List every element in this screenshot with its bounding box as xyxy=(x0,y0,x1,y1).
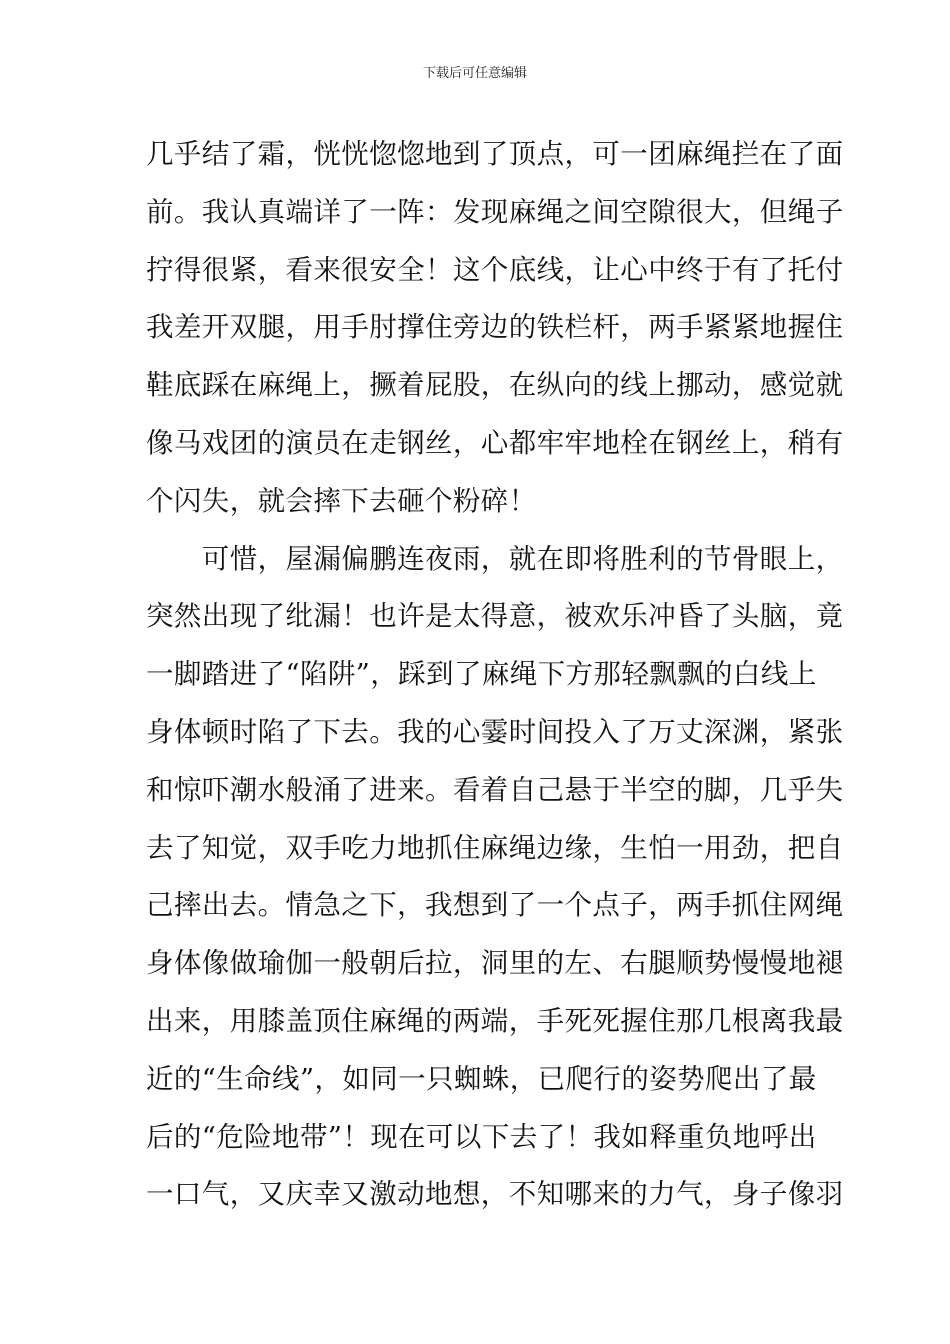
text-line: 前。我认真端详了一阵：发现麻绳之间空隙很大，但绳子 xyxy=(146,195,844,228)
text-line: 拧得很紧，看来很安全！这个底线，让心中终于有了托付 xyxy=(146,253,844,286)
text-line: 去了知觉，双手吃力地抓住麻绳边缘，生怕一用劲，把自 xyxy=(146,831,844,864)
text-line: 身体顿时陷了下去。我的心霎时间投入了万丈深渊，紧张 xyxy=(146,715,844,748)
text-line: 一脚踏进了“陷阱”，踩到了麻绳下方那轻飘飘的白线上 xyxy=(146,658,817,691)
text-line: 几乎结了霜，恍恍惚惚地到了顶点，可一团麻绳拦在了面 xyxy=(146,138,844,170)
text-line: 突然出现了纰漏！也许是太得意，被欢乐冲昏了头脑，竟 xyxy=(146,600,844,633)
text-line: 像马戏团的演员在走钢丝，心都牢牢地栓在钢丝上，稍有 xyxy=(146,426,844,459)
text-line: 我差开双腿，用手肘撑住旁边的铁栏杆，两手紧紧地握住 xyxy=(146,311,844,344)
text-line: 一口气，又庆幸又激动地想，不知哪来的力气，身子像羽 xyxy=(146,1178,844,1211)
text-line: 身体像做瑜伽一般朝后拉，洞里的左、右腿顺势慢慢地褪 xyxy=(146,947,844,980)
text-line: 己摔出去。情急之下，我想到了一个点子，两手抓住网绳 xyxy=(146,889,844,922)
page-header: 下载后可任意编辑 xyxy=(422,66,527,81)
text-line: 可惜，屋漏偏鹏连夜雨，就在即将胜利的节骨眼上， xyxy=(146,542,844,575)
text-line: 近的“生命线”，如同一只蜘蛛，已爬行的姿势爬出了最 xyxy=(146,1062,817,1095)
text-line: 和惊吓潮水般涌了进来。看着自己悬于半空的脚，几乎失 xyxy=(146,773,844,806)
document-body xyxy=(146,126,844,1224)
text-line: 后的“危险地带”！现在可以下去了！我如释重负地呼出 xyxy=(146,1120,817,1153)
text-line: 鞋底踩在麻绳上，撅着屁股，在纵向的线上挪动，感觉就 xyxy=(146,369,844,402)
text-line: 个闪失，就会摔下去砸个粉碎！ xyxy=(146,484,537,517)
text-line: 出来，用膝盖顶住麻绳的两端，手死死握住那几根离我最 xyxy=(146,1004,844,1037)
